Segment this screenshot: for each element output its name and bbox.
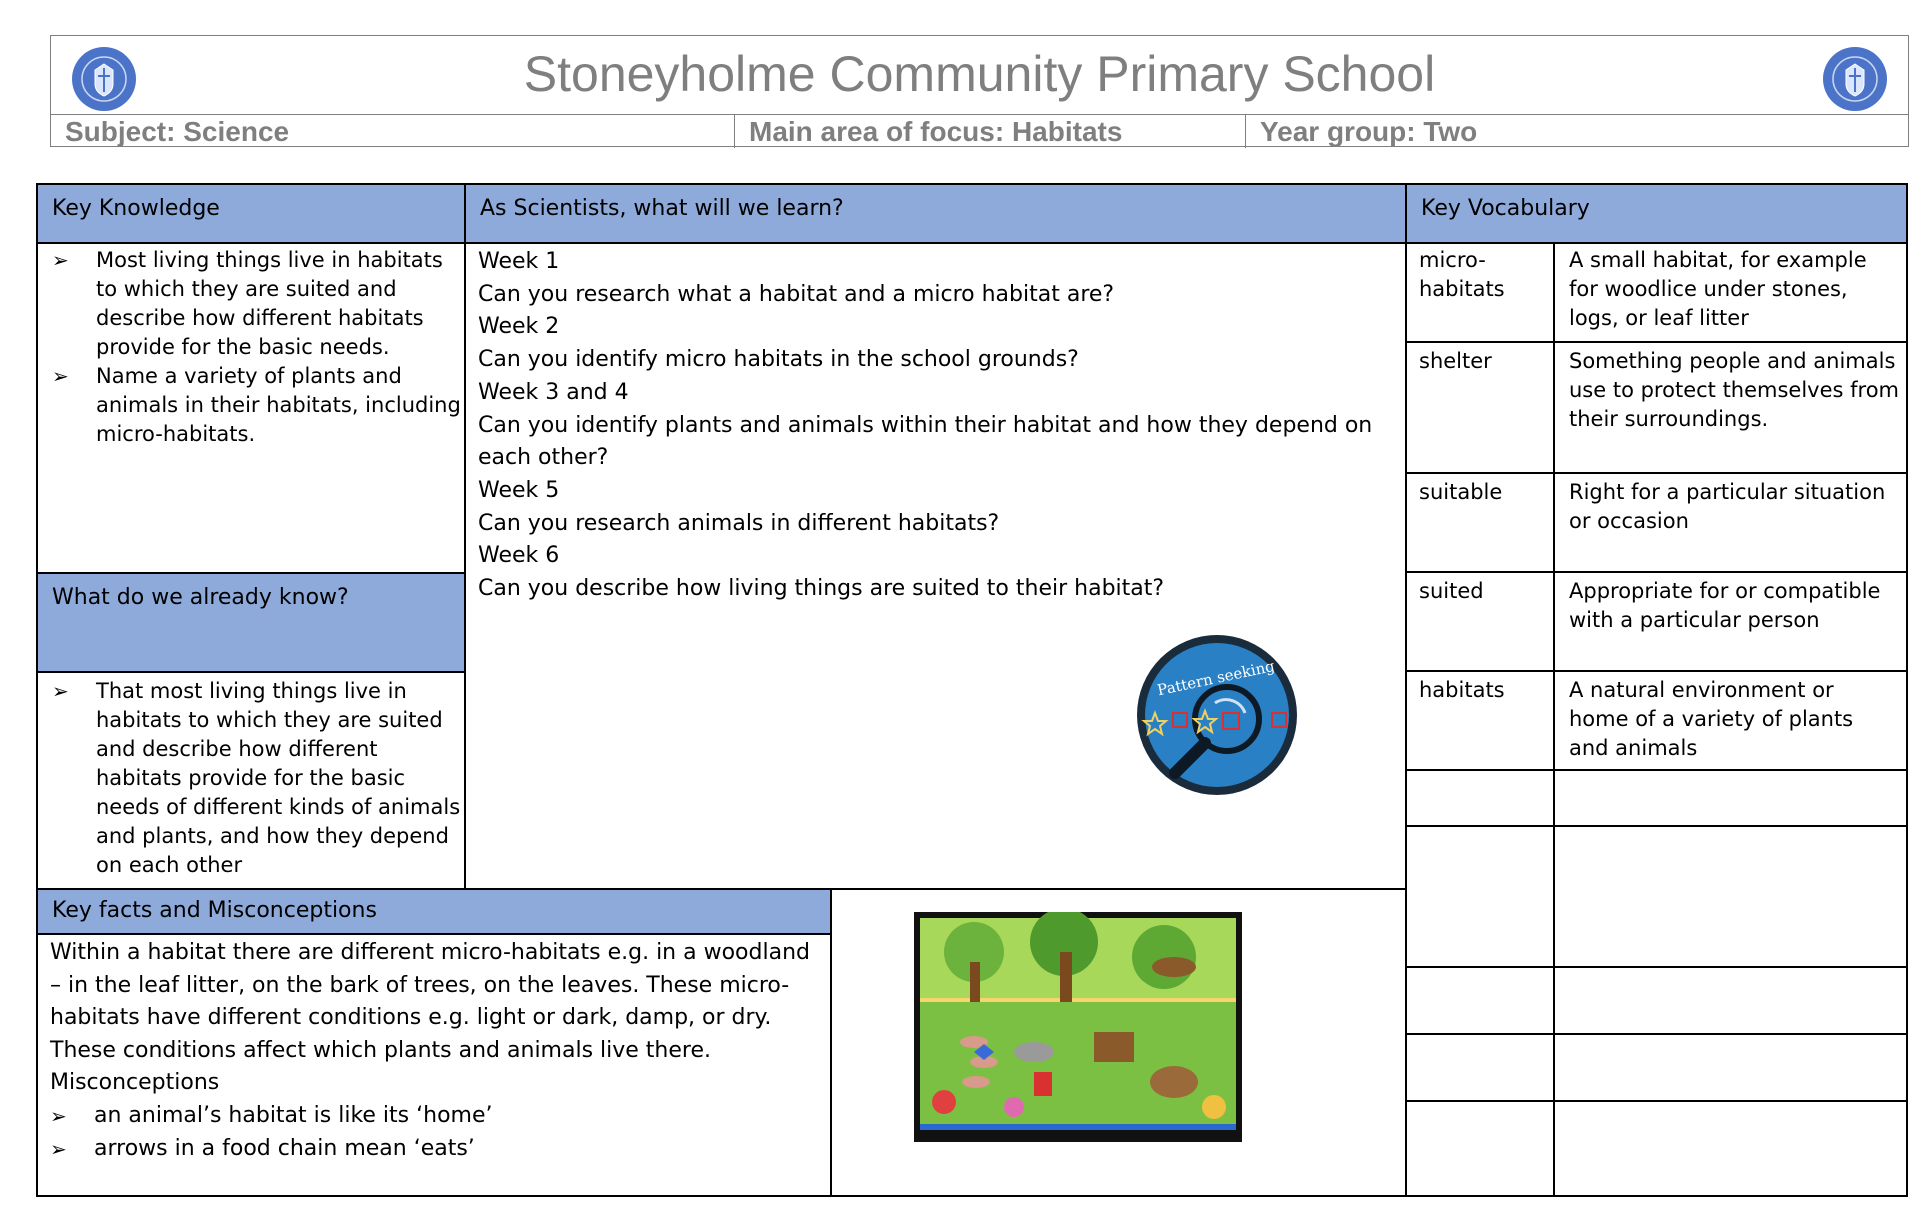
- already-know-body: [36, 671, 466, 890]
- misconceptions-list: [36, 1100, 816, 1165]
- learn-heading: As Scientists, what will we learn?: [480, 196, 844, 221]
- table-row: [1405, 474, 1908, 573]
- table-row: [1405, 1035, 1908, 1102]
- vocabulary-heading: Key Vocabulary: [1421, 196, 1590, 221]
- list-item: ➢ Name a variety of plants and animals in their habitats, including micro-habitats.: [52, 364, 461, 446]
- key-knowledge-body: [36, 242, 466, 574]
- key-knowledge-heading: Key Knowledge: [52, 196, 220, 221]
- vocab-definition: A small habitat, for example for woodlice under stones, logs, or leaf litter: [1569, 248, 1867, 330]
- list-item: ➢ an animal’s habitat is like its ‘home’: [36, 1100, 816, 1133]
- list-item: ➢ That most living things live in habitats to which they are suited and describe how different habitats provide for the basic needs of different kinds of animals and plants, and how they depend on each other: [52, 679, 461, 877]
- school-name: Stoneyholme Community Primary School: [523, 46, 1436, 102]
- table-row: [1405, 672, 1908, 771]
- week-label: Week 3 and 4: [478, 379, 629, 405]
- info-row: [51, 114, 1908, 148]
- misconceptions-label: Misconceptions: [50, 1070, 220, 1095]
- table-row: [1405, 968, 1908, 1035]
- vocab-definition: Right for a particular situation or occasion: [1569, 480, 1886, 533]
- school-header: [50, 35, 1909, 147]
- vocab-term: shelter: [1419, 349, 1492, 373]
- vocab-definition: A natural environment or home of a variety of plants and animals: [1569, 678, 1854, 760]
- key-knowledge-list: [38, 246, 464, 449]
- week-question: Can you identify micro habitats in the school grounds?: [478, 347, 1079, 373]
- table-row: [1405, 343, 1908, 474]
- week-question: Can you describe how living things are suited to their habitat?: [478, 576, 1165, 602]
- weeks-list: [478, 246, 1378, 606]
- garden-habitat-illustration: [914, 912, 1242, 1142]
- focus-label: Main area of focus: Habitats: [735, 115, 1246, 148]
- key-facts-paragraph: Within a habitat there are different micro-habitats e.g. in a woodland – in the leaf litter, on the bark of trees, on the leaves. These micro-habitats have different conditions e.g. light or dark, damp, or dry. These conditions affect which plants and animals live there.: [50, 940, 810, 1064]
- vocab-term: micro-habitats: [1419, 248, 1505, 301]
- arrow-bullet-icon: ➢: [52, 364, 69, 388]
- arrow-bullet-icon: ➢: [50, 1104, 67, 1128]
- vocab-definition: Appropriate for or compatible with a particular person: [1569, 579, 1881, 632]
- key-facts-header: [36, 888, 832, 935]
- arrow-bullet-icon: ➢: [52, 679, 69, 703]
- vocab-term: habitats: [1419, 678, 1505, 702]
- subject-label: Subject: Science: [51, 115, 735, 148]
- key-facts-heading: Key facts and Misconceptions: [52, 898, 377, 923]
- learn-header: [464, 183, 1407, 244]
- table-row: [1405, 242, 1908, 343]
- vocab-term: suited: [1419, 579, 1484, 603]
- school-crest-logo: [1822, 46, 1888, 112]
- table-row: [1405, 573, 1908, 672]
- week-label: Week 6: [478, 543, 560, 569]
- week-question: Can you identify plants and animals within their habitat and how they depend on each other?: [478, 412, 1373, 471]
- week-question: Can you research animals in different habitats?: [478, 510, 1000, 536]
- arrow-bullet-icon: ➢: [50, 1136, 67, 1161]
- week-label: Week 1: [478, 249, 560, 274]
- list-item: ➢ arrows in a food chain mean ‘eats’: [36, 1133, 816, 1166]
- week-label: Week 2: [478, 314, 560, 340]
- vocab-definition: Something people and animals use to protect themselves from their surroundings.: [1569, 349, 1900, 431]
- key-knowledge-header: [36, 183, 466, 244]
- already-know-list: [38, 677, 464, 880]
- arrow-bullet-icon: ➢: [52, 248, 69, 272]
- vocabulary-header: [1405, 183, 1908, 244]
- key-facts-body: [36, 933, 832, 1197]
- year-group-label: Year group: Two: [1260, 116, 1478, 147]
- pattern-seeking-badge: [1135, 633, 1299, 797]
- vocab-term: suitable: [1419, 480, 1503, 504]
- table-row: [1405, 771, 1908, 827]
- list-item: ➢ Most living things live in habitats to which they are suited and describe how different habitats provide for the basic needs.: [52, 248, 443, 359]
- already-know-heading: What do we already know?: [52, 585, 349, 610]
- week-label: Week 5: [478, 477, 560, 503]
- week-question: Can you research what a habitat and a micro habitat are?: [478, 281, 1115, 307]
- badge-label: Pattern seeking: [1155, 656, 1277, 700]
- already-know-header: [36, 572, 466, 673]
- table-row: [1405, 827, 1908, 968]
